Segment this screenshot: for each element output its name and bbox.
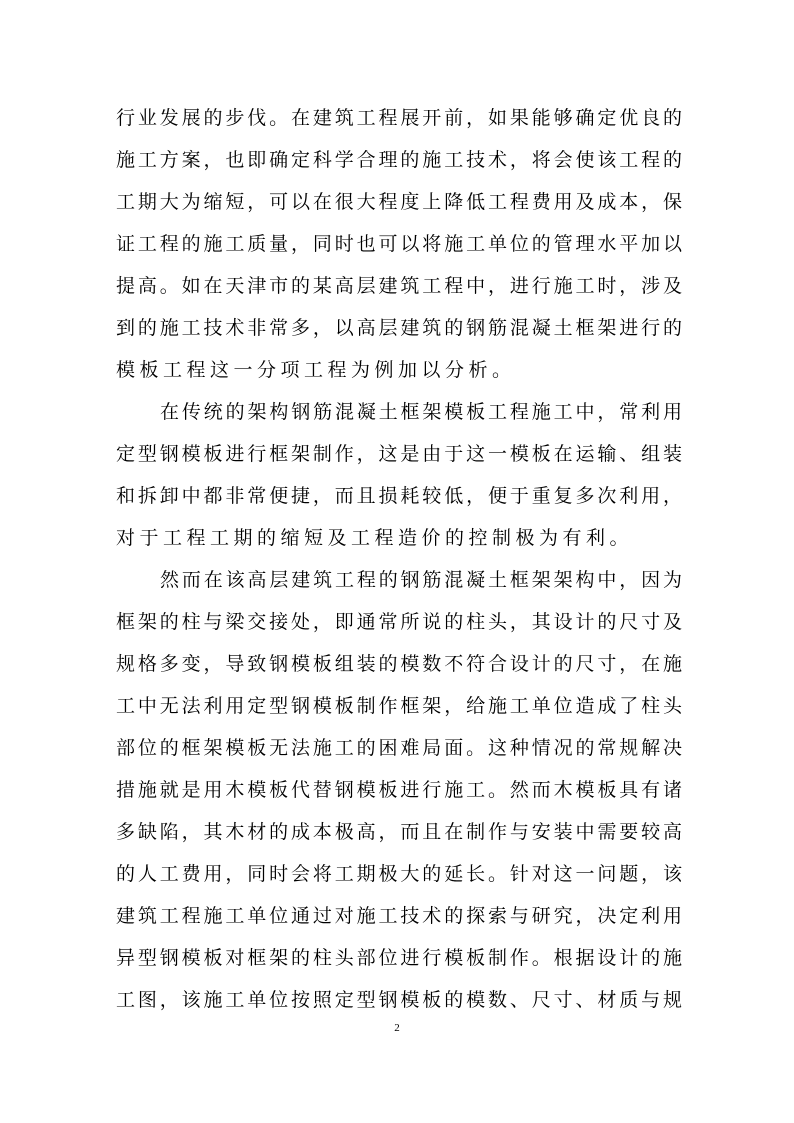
text-line: 异型钢模板对框架的柱头部位进行模板制作。根据设计的施 (116, 947, 682, 969)
text-line: 措施就是用木模板代替钢模板进行施工。然而木模板具有诸 (116, 779, 682, 801)
text-line: 工图，该施工单位按照定型钢模板的模数、尺寸、材质与规 (116, 989, 682, 1011)
paragraph-3 (116, 559, 682, 1021)
text-line: 模板工程这一分项工程为例加以分析。 (116, 359, 516, 381)
text-line: 部位的框架模板无法施工的困难局面。这种情况的常规解决 (116, 737, 682, 759)
document-body (116, 97, 682, 1021)
text-line: 行业发展的步伐。在建筑工程展开前，如果能够确定优良的 (116, 107, 682, 129)
text-line: 多缺陷，其木材的成本极高，而且在制作与安装中需要较高 (116, 821, 682, 843)
text-line: 然而在该高层建筑工程的钢筋混凝土框架架构中，因为 (160, 569, 682, 591)
text-line: 建筑工程施工单位通过对施工技术的探索与研究，决定利用 (116, 905, 682, 927)
text-line: 到的施工技术非常多，以高层建筑的钢筋混凝土框架进行的 (116, 317, 682, 339)
text-line: 框架的柱与梁交接处，即通常所说的柱头，其设计的尺寸及 (116, 611, 682, 633)
text-line: 定型钢模板进行框架制作，这是由于这一模板在运输、组装 (116, 443, 682, 465)
text-line: 工中无法利用定型钢模板制作框架，给施工单位造成了柱头 (116, 695, 682, 717)
paragraph-2 (116, 391, 682, 559)
text-line: 对于工程工期的缩短及工程造价的控制极为有利。 (116, 527, 634, 549)
page-number: 2 (394, 1022, 400, 1034)
text-line: 施工方案，也即确定科学合理的施工技术，将会使该工程的 (116, 149, 682, 171)
text-line: 工期大为缩短，可以在很大程度上降低工程费用及成本，保 (116, 191, 682, 213)
text-line: 在传统的架构钢筋混凝土框架模板工程施工中，常利用 (160, 401, 682, 423)
text-line: 证工程的施工质量，同时也可以将施工单位的管理水平加以 (116, 233, 682, 255)
text-line: 的人工费用，同时会将工期极大的延长。针对这一问题，该 (116, 863, 682, 885)
text-line: 和拆卸中都非常便捷，而且损耗较低，便于重复多次利用， (116, 485, 682, 507)
text-line: 提高。如在天津市的某高层建筑工程中，进行施工时，涉及 (116, 275, 682, 297)
text-line: 规格多变，导致钢模板组装的模数不符合设计的尺寸，在施 (116, 653, 682, 675)
paragraph-1 (116, 97, 682, 391)
